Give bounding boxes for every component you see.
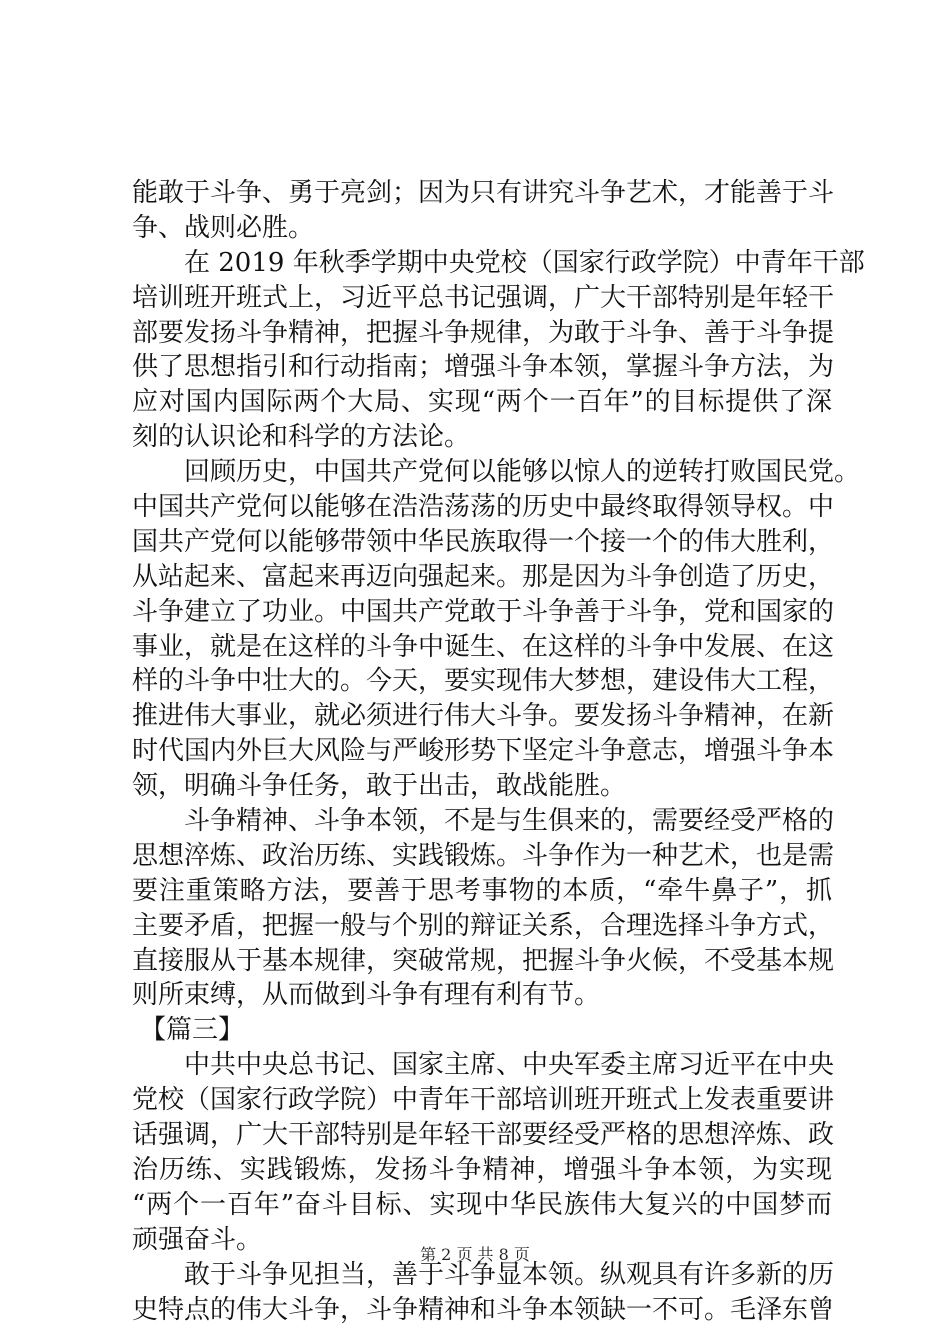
text-line: 能敢于斗争、勇于亮剑；因为只有讲究斗争艺术，才能善于斗 [132, 178, 835, 208]
text-line: 刻的认识论和科学的方法论。 [132, 422, 471, 453]
text-line: “两个一百年”奋斗目标、实现中华民族伟大复兴的中国梦而 [132, 1189, 832, 1220]
text-line: 事业，就是在这样的斗争中诞生、在这样的斗争中发展、在这 [132, 631, 835, 662]
text-line: 顽强奋斗。 [132, 1224, 263, 1255]
text-line: 部要发扬斗争精神，把握斗争规律，为敢于斗争、善于斗争提 [132, 317, 835, 348]
text-line: 直接服从于基本规律，突破常规，把握斗争火候，不受基本规 [132, 945, 835, 976]
text-line: 时代国内外巨大风险与严峻形势下坚定斗争意志，增强斗争本 [132, 736, 835, 767]
text-line: 话强调，广大干部特别是年轻干部要经受严格的思想淬炼、政 [132, 1120, 835, 1151]
paragraph-first-line: 敢于斗争见担当，善于斗争显本领。纵观具有许多新的历 [184, 1259, 835, 1290]
page-footer [0, 1245, 950, 1265]
text-line: 斗争建立了功业。中国共产党敢于斗争善于斗争，党和国家的 [132, 596, 835, 627]
text-line: 中国共产党何以能够在浩浩荡荡的历史中最终取得领导权。中 [132, 492, 835, 523]
text-line: 思想淬炼、政治历练、实践锻炼。斗争作为一种艺术，也是需 [132, 840, 835, 871]
text-line: 则所束缚，从而做到斗争有理有利有节。 [132, 980, 601, 1011]
page-number-label: 第 2 页 共 8 页 [420, 1245, 530, 1264]
text-line: 应对国内国际两个大局、实现“两个一百年”的目标提供了深 [132, 387, 832, 418]
text-line: 争、战则必胜。 [132, 212, 315, 243]
paragraph-first-line: 在 2019 年秋季学期中央党校（国家行政学院）中青年干部 [184, 247, 865, 278]
text-line: 从站起来、富起来再迈向强起来。那是因为斗争创造了历史， [132, 561, 835, 592]
text-line: 供了思想指引和行动指南；增强斗争本领，掌握斗争方法，为 [132, 352, 835, 383]
text-line: 治历练、实践锻炼，发扬斗争精神，增强斗争本领，为实现 [132, 1154, 832, 1185]
paragraph-first-line: 中共中央总书记、国家主席、中央军委主席习近平在中央 [184, 1050, 835, 1081]
section-heading: 【篇三】 [140, 1015, 245, 1046]
paragraph-first-line: 斗争精神、斗争本领，不是与生俱来的，需要经受严格的 [184, 806, 835, 837]
document-body [132, 176, 865, 1327]
text-line: 国共产党何以能够带领中华民族取得一个接一个的伟大胜利， [132, 526, 835, 557]
paragraph-first-line: 回顾历史，中国共产党何以能够以惊人的逆转打败国民党。 [184, 457, 861, 488]
text-line: 主要矛盾，把握一般与个别的辩证关系，合理选择斗争方式， [132, 910, 835, 941]
text-line: 党校（国家行政学院）中青年干部培训班开班式上发表重要讲 [132, 1085, 835, 1116]
text-line: 史特点的伟大斗争，斗争精神和斗争本领缺一不可。毛泽东曾 [132, 1294, 835, 1325]
text-line: 培训班开班式上，习近平总书记强调，广大干部特别是年轻干 [132, 282, 835, 313]
text-line: 样的斗争中壮大的。今天，要实现伟大梦想，建设伟大工程， [132, 666, 835, 697]
text-line: 领，明确斗争任务，敢于出击，敢战能胜。 [132, 771, 627, 802]
text-line: 推进伟大事业，就必须进行伟大斗争。要发扬斗争精神，在新 [132, 701, 835, 732]
text-line: 要注重策略方法，要善于思考事物的本质，“牵牛鼻子”，抓 [132, 875, 832, 906]
